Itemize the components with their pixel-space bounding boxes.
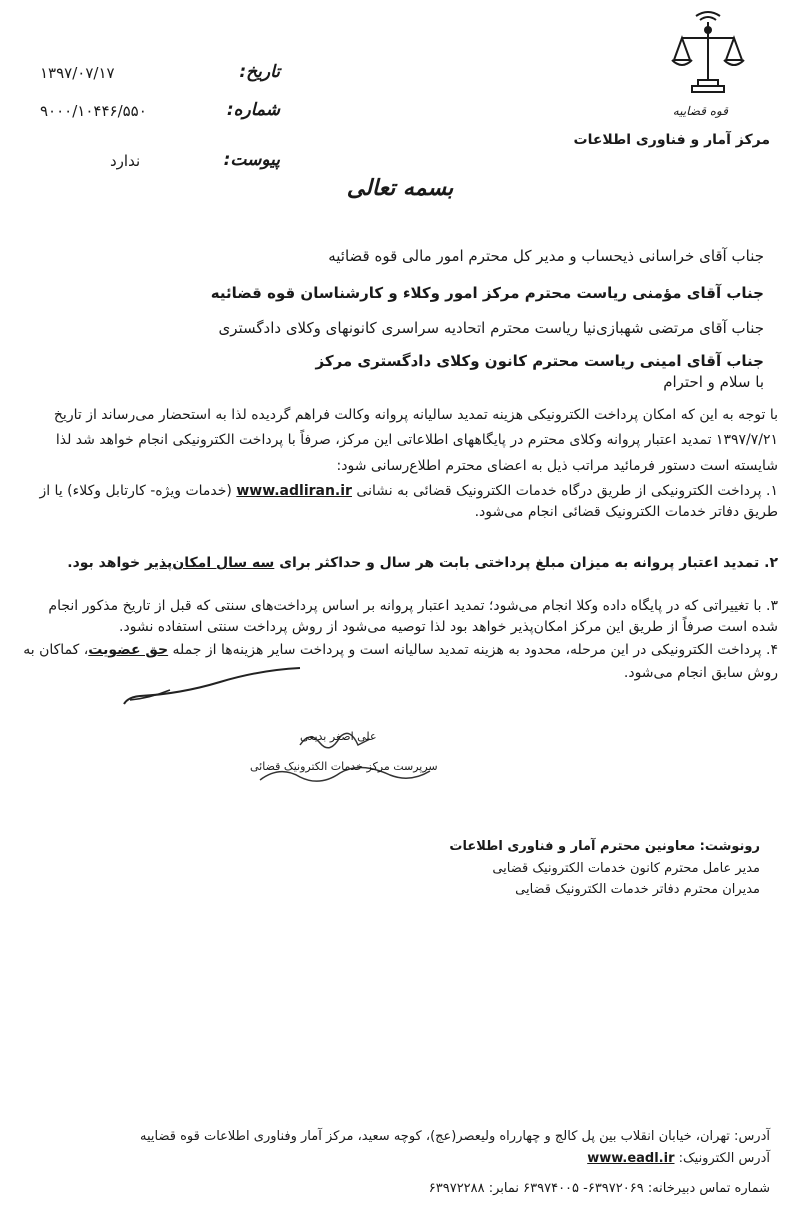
body-line-6 [24, 553, 778, 573]
cc-heading: رونوشت: معاونین محترم آمار و فناوری اطلاعات [449, 839, 760, 854]
judiciary-scales-emblem [668, 8, 748, 98]
recipient-1: جناب آقای خراسانی ذیحساب و مدیر کل محترم امور مالی قوه قضائیه [328, 247, 764, 265]
number-label: شماره: [226, 100, 280, 120]
body-line-8: شده است صرفاً از طریق این مرکز امکان‌پذیر خواهد بود لذا توصیه می‌شود از روش پرداخت سنتی استفاده نشود. [119, 619, 778, 635]
footer-phones: شماره تماس دبیرخانه: ۶۳۹۷۲۰۶۹- ۶۳۹۷۴۰۰۵ نمابر: ۶۳۹۷۲۲۸۸ [428, 1181, 770, 1196]
date-label: تاریخ: [239, 62, 280, 82]
footer-email-row [60, 1150, 770, 1168]
number-row [40, 100, 280, 126]
body-line-10: روش سابق انجام می‌شود. [623, 665, 778, 681]
attachment-row [40, 150, 280, 176]
date-value: ۱۳۹۷/۰۷/۱۷ [40, 64, 115, 82]
item-1-text: ۱. پرداخت الکترونیکی از طریق درگاه خدمات الکترونیک قضائی به نشانی [356, 483, 778, 499]
body-line-4 [24, 481, 778, 501]
redacted-area [0, 860, 250, 1100]
signer-title: سرپرست مرکز خدمات الکترونیک قضائی [250, 760, 438, 773]
salutation: با سلام و احترام [663, 373, 764, 391]
cc-line-1: مدیر عامل محترم کانون خدمات الکترونیک قضایی [492, 861, 760, 876]
item-2-text: ۲. تمدید اعتبار پروانه به میزان مبلغ پرداختی بابت هر سال و حداکثر برای [279, 555, 778, 571]
attachment-value: ندارد [110, 152, 141, 170]
bismillah-heading: بسمه تعالی [346, 176, 454, 201]
cc-line-2: مدیران محترم دفاتر خدمات الکترونیک قضایی [515, 882, 760, 897]
item-1-suffix: (خدمات ویژه- کارتابل وکلاء) یا از [39, 483, 232, 499]
recipient-2: جناب آقای مؤمنی ریاست محترم مرکز امور وکلاء و کارشناسان قوه قضائیه [210, 284, 764, 302]
item-4-text: ۴. پرداخت الکترونیکی در این مرحله، محدود به هزینه تمدید سالیانه است و پرداخت سایر هزینه‌ها از جمله [172, 642, 778, 658]
item-4-underlined: حق عضویت [88, 642, 169, 658]
attachment-label: پیوست: [223, 150, 280, 170]
body-line-7: ۳. با تغییراتی که در پایگاه داده وکلا انجام می‌شود؛ تمدید اعتبار پروانه بر اساس پرداخت‌های سنتی که قبل از تاریخ مذکور انجام [48, 598, 778, 614]
handwritten-mark [110, 660, 310, 710]
number-value: ۹۰۰۰/۱۰۴۴۶/۵۵۰ [40, 102, 147, 120]
body-line-3: شایسته است دستور فرمائید مراتب ذیل به اعضای محترم اطلاع‌رسانی شود: [336, 458, 778, 474]
eadl-link[interactable]: www.eadl.ir [587, 1151, 675, 1166]
recipient-4: جناب آقای امینی ریاست محترم کانون وکلای دادگستری مرکز [315, 352, 764, 370]
body-line-1: با توجه به این که امکان پرداخت الکترونیکی هزینه تمدید سالیانه پروانه وکالت فراهم گردیده لذا به استحضار می‌رساند از تاریخ [53, 407, 778, 423]
adliran-link[interactable]: www.adliran.ir [236, 483, 352, 499]
item-2-suffix: خواهد بود. [67, 555, 141, 571]
signer-name: علی اصغر بدیعی [300, 730, 377, 743]
footer-address: آدرس: تهران، خیابان انقلاب بین پل کالج و چهارراه ولیعصر(عج)، کوچه سعید، مرکز آمار وفناوری اطلاعات قوه قضاییه [140, 1129, 770, 1144]
date-row [40, 62, 280, 88]
item-4-suffix: ، کماکان به [23, 642, 89, 658]
recipient-3: جناب آقای مرتضی شهبازی‌نیا ریاست محترم اتحادیه سراسری کانونهای وکلای دادگستری [218, 319, 764, 337]
body-line-2: ۱۳۹۷/۷/۲۱ تمدید اعتبار پروانه وکلای محترم در پایگاههای اطلاعاتی این مرکز، صرفاً با پرداخت الکترونیکی انجام خواهد شد لذا [55, 432, 778, 448]
body-line-9 [24, 640, 778, 660]
email-label: آدرس الکترونیک: [678, 1151, 770, 1166]
item-2-underlined: سه سال امکان‌پذیر [145, 555, 275, 571]
org-subtitle: قوه قضاییه [672, 104, 728, 118]
body-line-5: طریق دفاتر خدمات الکترونیک قضائی انجام می‌شود. [474, 504, 778, 520]
organization-name: مرکز آمار و فناوری اطلاعات [573, 132, 770, 148]
